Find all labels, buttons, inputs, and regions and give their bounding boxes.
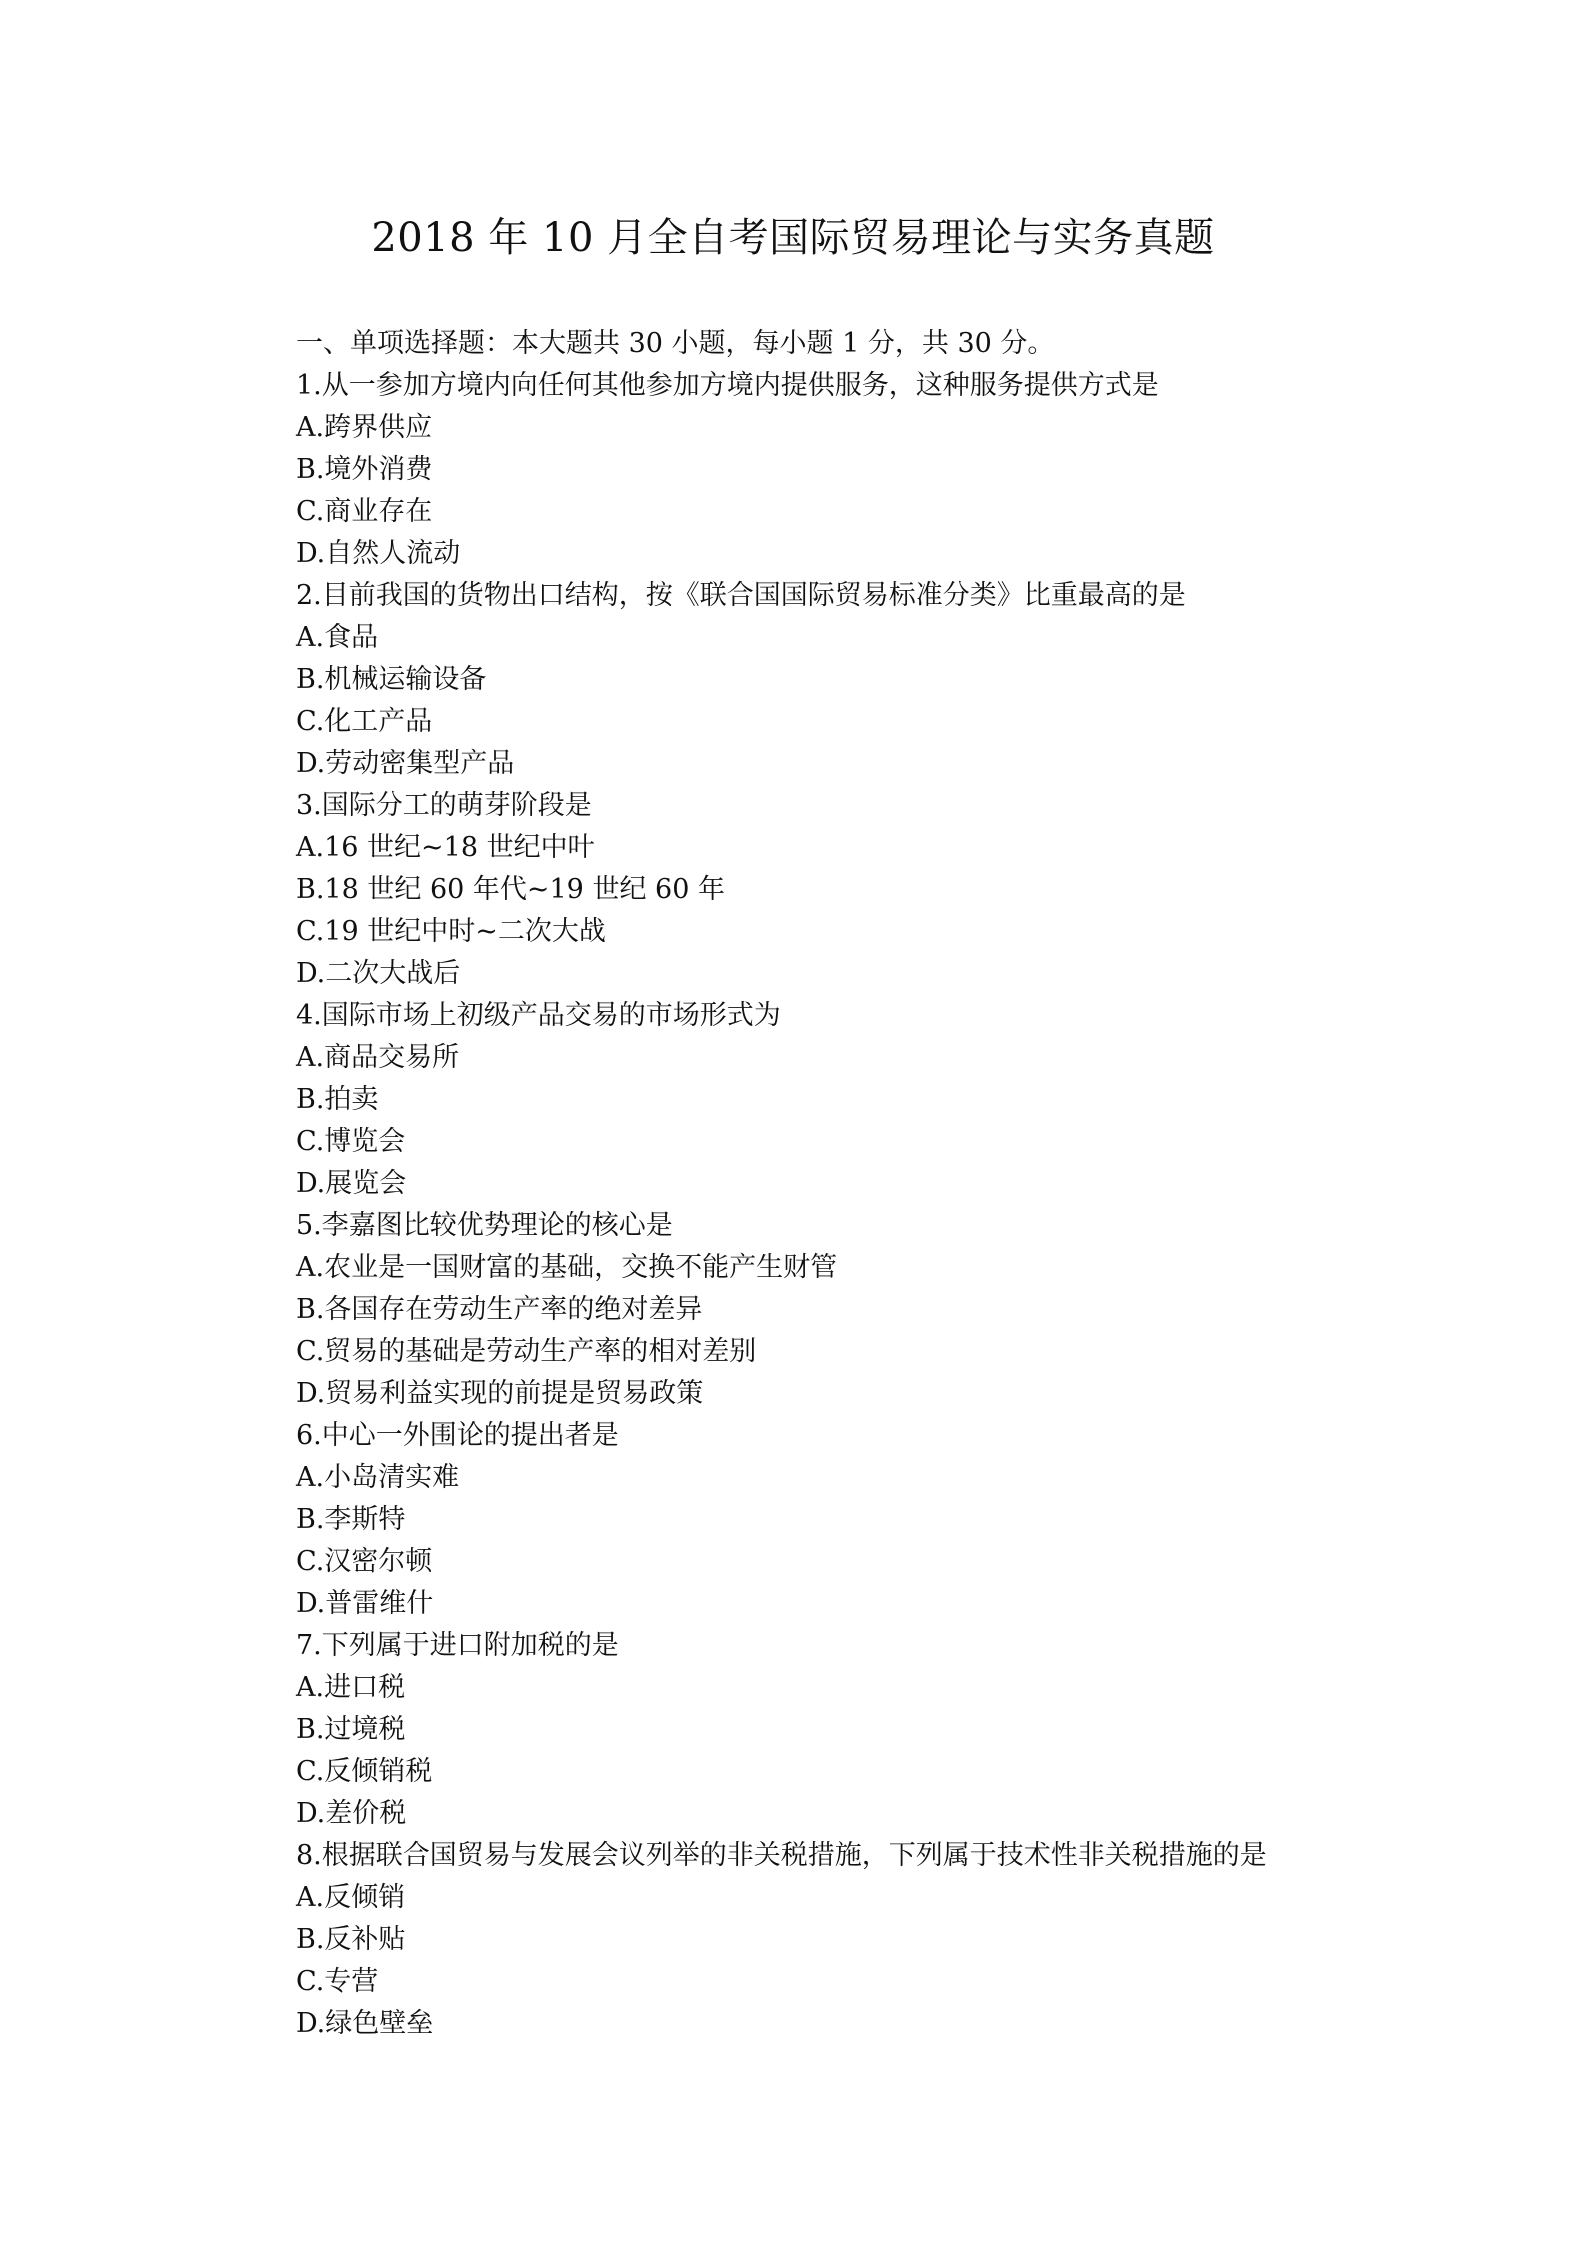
option-c: C.博览会 [296,1126,406,1157]
option-d: D.普雷维什 [296,1588,434,1619]
question-1 [296,365,1346,575]
option-b: B.拍卖 [296,1084,379,1115]
option-c: C.化工产品 [296,706,433,737]
question-4 [296,995,1346,1205]
option-b: B.过境税 [296,1714,406,1745]
option-b: B.各国存在劳动生产率的绝对差异 [296,1294,703,1325]
option-b: B.反补贴 [296,1924,406,1955]
document-title: 2018 年 10 月全自考国际贸易理论与实务真题 [371,215,1215,261]
option-a: A.食品 [296,622,379,653]
option-b: B.境外消费 [296,454,433,485]
option-c: C.19 世纪中时~二次大战 [296,916,606,947]
option-a: A.小岛清实难 [296,1462,460,1493]
option-c: C.反倾销税 [296,1756,433,1787]
option-c: C.商业存在 [296,496,433,527]
section-heading: 一、单项选择题：本大题共 30 小题，每小题 1 分，共 30 分。 [296,328,1055,359]
option-d: D.贸易利益实现的前提是贸易政策 [296,1378,704,1409]
option-a: A.跨界供应 [296,412,433,443]
question-stem: 5.李嘉图比较优势理论的核心是 [296,1210,673,1241]
option-a: A.16 世纪~18 世纪中叶 [296,832,595,863]
option-a: A.反倾销 [296,1882,406,1913]
document-body [296,323,1346,2045]
question-stem: 3.国际分工的萌芽阶段是 [296,790,592,821]
option-d: D.差价税 [296,1798,407,1829]
option-c: C.专营 [296,1966,379,1997]
question-7 [296,1625,1346,1835]
option-c: C.贸易的基础是劳动生产率的相对差别 [296,1336,757,1367]
question-5 [296,1205,1346,1415]
option-d: D.自然人流动 [296,538,461,569]
question-stem: 2.目前我国的货物出口结构，按《联合国国际贸易标准分类》比重最高的是 [296,580,1186,611]
question-stem: 6.中心一外围论的提出者是 [296,1420,619,1451]
option-a: A.进口税 [296,1672,406,1703]
option-b: B.李斯特 [296,1504,406,1535]
option-d: D.二次大战后 [296,958,461,989]
option-d: D.绿色壁垒 [296,2008,434,2039]
question-stem: 1.从一参加方境内向任何其他参加方境内提供服务，这种服务提供方式是 [296,370,1159,401]
option-b: B.机械运输设备 [296,664,487,695]
question-8 [296,1835,1346,2045]
option-b: B.18 世纪 60 年代~19 世纪 60 年 [296,874,725,905]
option-c: C.汉密尔顿 [296,1546,433,1577]
option-a: A.农业是一国财富的基础，交换不能产生财管 [296,1252,838,1283]
question-stem: 8.根据联合国贸易与发展会议列举的非关税措施，下列属于技术性非关税措施的是 [296,1840,1267,1871]
option-a: A.商品交易所 [296,1042,460,1073]
option-d: D.劳动密集型产品 [296,748,515,779]
question-2 [296,575,1346,785]
option-d: D.展览会 [296,1168,407,1199]
question-6 [296,1415,1346,1625]
question-stem: 7.下列属于进口附加税的是 [296,1630,619,1661]
question-3 [296,785,1346,995]
question-stem: 4.国际市场上初级产品交易的市场形式为 [296,1000,781,1031]
